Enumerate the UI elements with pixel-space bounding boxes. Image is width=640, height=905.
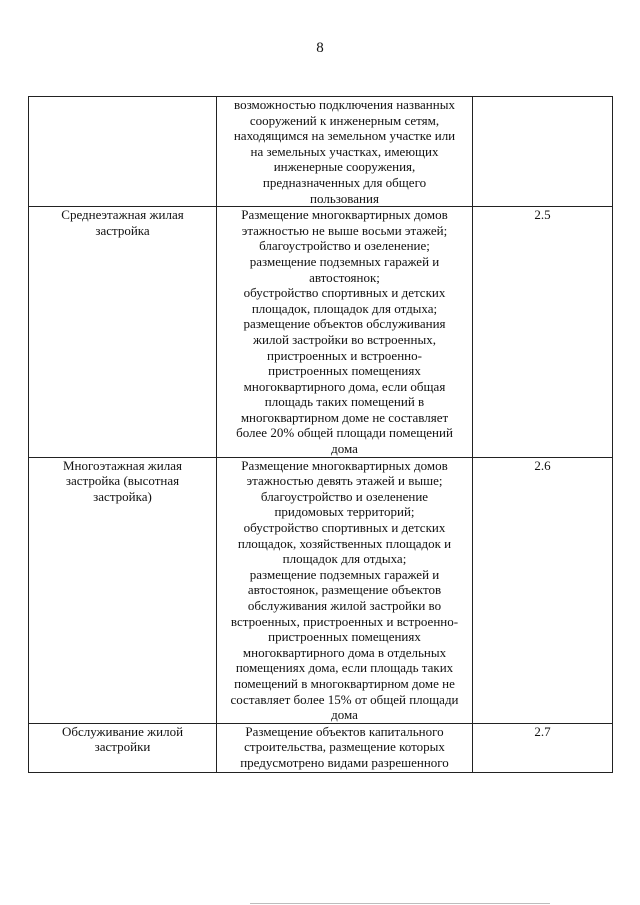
- description-line: многоквартирном доме не составляет: [240, 409, 449, 425]
- scan-edge-line: [250, 903, 550, 904]
- land-use-code-cell: 2.6: [473, 457, 613, 723]
- description-line: автостоянок;: [309, 269, 380, 285]
- name-line: застройка): [93, 488, 152, 504]
- table-row-high-rise-housing: [29, 457, 613, 723]
- description-line: размещение объектов обслуживания: [243, 316, 446, 332]
- table-row-continuation: [29, 97, 613, 207]
- description-line: предусмотрено видами разрешенного: [240, 754, 449, 770]
- land-use-description-cell: [217, 457, 473, 723]
- description-line: обслуживания жилой застройки во: [247, 598, 442, 613]
- description-line: автостоянок, размещение объектов: [247, 582, 442, 598]
- description-line: пристроенных и встроенно-: [267, 347, 422, 363]
- land-use-description-cell: [217, 207, 473, 458]
- description-line: находящимся на земельном участке или: [233, 128, 456, 144]
- description-line: на земельных участках, имеющих: [250, 143, 439, 159]
- description-line: придомовых территорий;: [274, 504, 415, 520]
- description-line: площадь таких помещений в: [264, 394, 425, 410]
- continuation-code-cell: [473, 97, 613, 207]
- land-use-description-cell: [217, 723, 473, 772]
- name-line: застройки: [94, 739, 151, 755]
- description-line: пристроенных помещениях: [268, 363, 421, 379]
- description-line: составляет более 15% от общей площади: [230, 691, 459, 707]
- description-line: помещений в многоквартирном доме не: [234, 675, 455, 691]
- land-use-code-cell: 2.7: [473, 723, 613, 772]
- land-use-name-cell: [29, 207, 217, 458]
- land-use-code-cell: 2.5: [473, 207, 613, 458]
- name-line: Среднеэтажная жилая: [61, 207, 184, 223]
- description-line: более 20% общей площади помещений: [236, 425, 453, 441]
- description-line: помещениях дома, если площадь таких: [235, 660, 454, 676]
- name-line: Обслуживание жилой: [61, 723, 184, 739]
- description-line: благоустройство и озеленение: [260, 488, 429, 504]
- description-line: размещение подземных гаражей и: [249, 566, 440, 582]
- description-line: многоквартирного дома в отдельных: [242, 644, 447, 660]
- name-line: Многоэтажная жилая: [63, 457, 182, 473]
- description-line: этажностью девять этажей и выше;: [246, 473, 443, 489]
- description-line: площадок для отдыха;: [282, 551, 407, 567]
- description-line: сооружений к инженерным сетям,: [249, 112, 440, 128]
- table-row-mid-rise-housing: [29, 207, 613, 458]
- description-line: обустройство спортивных и детских: [243, 285, 446, 301]
- page-number: 8: [316, 40, 324, 56]
- description-line: площадок, площадок для отдыха;: [251, 300, 438, 316]
- continuation-description-cell: [217, 97, 473, 207]
- description-line: возможностью подключения названных: [234, 97, 455, 112]
- land-use-name-cell: [29, 723, 217, 772]
- description-line: строительства, размещение которых: [244, 739, 445, 755]
- description-line: пользования: [310, 190, 379, 206]
- description-line: встроенных, пристроенных и встроенно-: [230, 613, 459, 629]
- description-line: площадок, хозяйственных площадок и: [237, 535, 452, 551]
- description-line: Размещение объектов капитального: [245, 723, 444, 739]
- continuation-name-cell: [29, 97, 217, 207]
- description-line: пристроенных помещениях: [268, 629, 421, 645]
- table-row-housing-services: [29, 723, 613, 772]
- name-line: застройка (высотная: [65, 473, 180, 489]
- description-line: предназначенных для общего: [262, 174, 427, 190]
- land-use-table: [28, 96, 613, 773]
- description-line: дома: [331, 441, 358, 457]
- description-line: обустройство спортивных и детских: [243, 520, 446, 536]
- land-use-name-cell: [29, 457, 217, 723]
- description-line: многоквартирного дома, если общая: [243, 378, 446, 394]
- description-line: Размещение многоквартирных домов: [241, 207, 448, 223]
- description-line: благоустройство и озеленение;: [259, 238, 430, 254]
- name-line: застройка: [95, 222, 150, 238]
- description-line: размещение подземных гаражей и: [249, 253, 440, 269]
- description-line: инженерные сооружения,: [273, 159, 416, 175]
- description-line: Размещение многоквартирных домов: [241, 457, 448, 473]
- description-line: жилой застройки во встроенных,: [253, 331, 436, 347]
- description-line: дома: [331, 707, 358, 723]
- description-line: этажностью не выше восьми этажей;: [241, 222, 448, 238]
